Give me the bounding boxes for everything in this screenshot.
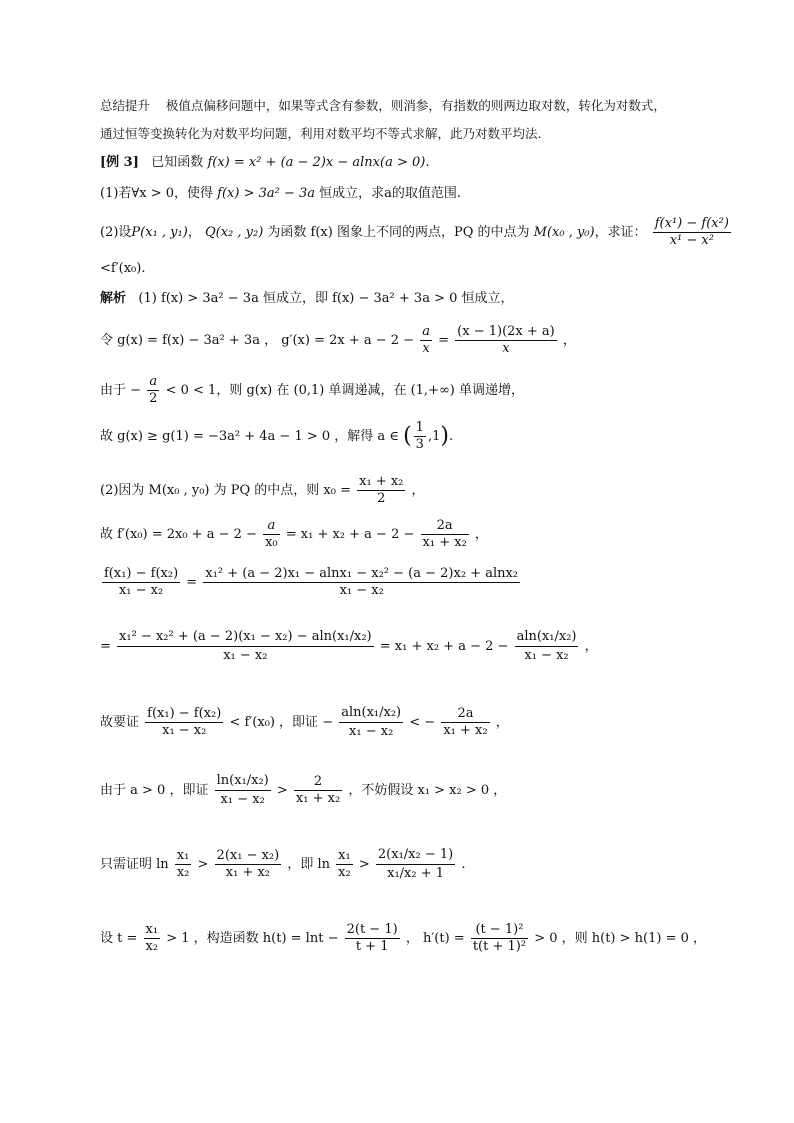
- summary-label: 总结提升: [100, 98, 151, 113]
- solution-line-2: 令 g(x) = f(x) − 3a² + 3a ， g′(x) = 2x + a − 2 − $\frac{a}{x}$ = $\frac{(x - 1)(2x + a)}{x}$ ，: [100, 324, 576, 356]
- solution-line-12: 设 t = $\frac{\text{x₁}}{\text{x₂}}$ > 1 ，构造函数 h(t) = lnt − $\frac{2(t - 1)}{t + 1}$ ， h′(t) = $\frac{\text{(t − 1)²}}{\text{t(t + 1)²}}$ > 0 ，则 h(t) > h(1) = 0 ，: [100, 922, 707, 954]
- prove-fraction: $\frac{\text{f(x¹) − f(x²)}}{\text{x¹ − x²}}$: [654, 216, 729, 248]
- example-heading: [例 3] 已知函数 f(x) = x² + (a − 2)x − alnx(a > 0).: [100, 155, 430, 170]
- solution-line-8: = $\frac{\text{x₁² − x₂² + (a − 2)(x₁ − x₂) − aln(x₁/x₂)}}{\text{x₁ − x₂}}$ = x₁ + x₂ + a − 2 − $\frac{\text{aln(x₁/x₂)}}{\text{x₁ − x₂}}$ ，: [100, 629, 598, 663]
- function-def: f(x) = x² + (a − 2)x − alnx(a > 0): [207, 155, 426, 170]
- summary-line-2: 通过恒等变换转化为对数平均问题，利用对数平均不等式求解，此乃对数平均法.: [100, 126, 542, 141]
- solution-line-9: 故要证 $\frac{\text{f(x₁) − f(x₂)}}{\text{x₁ − x₂}}$ < f′(x₀) ，即证 − $\frac{\text{aln(x₁/x₂)}}{\text{x₁ − x₂}}$ < − $\frac{2a}{\text{x₁ + x₂}}$ ，: [100, 705, 509, 739]
- solution-line-10: 由于 a > 0 ，即证 $\frac{\text{ln(x₁/x₂)}}{\text{x₁ − x₂}}$ > $\frac{2}{\text{x₁ + x₂}}$ ，不妨假设 x₁ > x₂ > 0 ，: [100, 773, 507, 807]
- summary-line-1: 总结提升 极值点偏移问题中，如果等式含有参数，则消参，有指数的则两边取对数，转化为对数式，: [100, 98, 666, 113]
- solution-line-6: 故 f′(x₀) = 2x₀ + a − 2 − $\frac{a}{\text{x₀}}$ = x₁ + x₂ + a − 2 − $\frac{2a}{\text{x₁ + x₂}}$ ，: [100, 518, 488, 550]
- solution-label: 解析: [100, 291, 127, 306]
- solution-line-11: 只需证明 ln $\frac{\text{x₁}}{\text{x₂}}$ > $\frac{\text{2(x₁ − x₂)}}{\text{x₁ + x₂}}$ ，即 ln $\frac{\text{x₁}}{\text{x₂}}$ > $\frac{\text{2(x₁/x₂ − 1)}}{\text{x₁/x₂ + 1}}$ .: [100, 847, 466, 881]
- question-2-tail: <f′(x₀).: [100, 261, 146, 276]
- solution-line-5: (2)因为 M(x₀ , y₀) 为 PQ 的中点，则 x₀ = $\frac{\text{x₁ + x₂}}{2}$ ，: [100, 474, 425, 506]
- solution-line-4: 故 g(x) ≥ g(1) = −3a² + 4a − 1 > 0 ，解得 a ∈ ( $\frac{1}{3}$ ,1).: [100, 420, 454, 452]
- question-1: (1)若∀x > 0，使得 f(x) > 3a² − 3a 恒成立，求a的取值范围.: [100, 186, 462, 201]
- solution-line-3: 由于 − $\frac{a}{2}$ < 0 < 1，则 g(x) 在 (0,1) 单调递减，在 (1,+∞) 单调递增，: [100, 374, 524, 406]
- example-label: [例 3]: [100, 155, 139, 170]
- solution-line-1: 解析 (1) f(x) > 3a² − 3a 恒成立，即 f(x) − 3a² + 3a > 0 恒成立，: [100, 291, 514, 306]
- question-2: (2)设P(x₁ , y₁)， Q(x₂ , y₂) 为函数 f(x) 图象上不同的两点，PQ 的中点为 M(x₀ , y₀)，求证： $\frac{\text{f(x¹) − f(x²)}}{\text{x¹ − x²}}$: [100, 216, 729, 248]
- solution-line-7: $\frac{\text{f(x₁) − f(x₂)}}{\text{x₁ − x₂}}$ = $\frac{\text{x₁² + (a − 2)x₁ − alnx₁ − x₂² − (a − 2)x₂ + alnx₂}}{\text{x₁ − x₂}}$: [104, 566, 519, 598]
